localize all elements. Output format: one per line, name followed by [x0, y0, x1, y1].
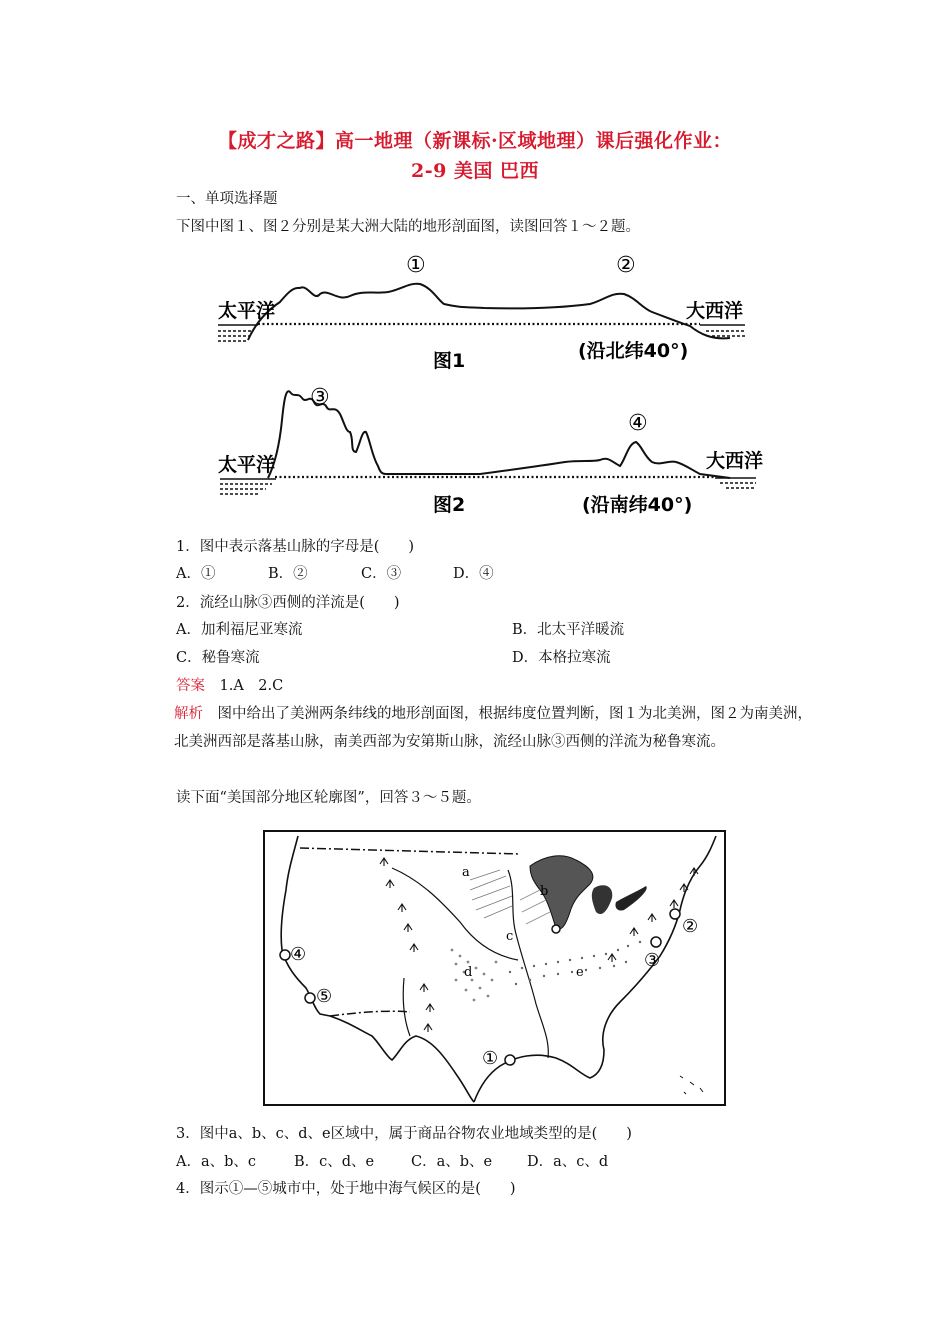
region-c-label: c [506, 929, 514, 944]
city-5-label: ⑤ [316, 986, 333, 1007]
fig2-label: 图2 [433, 494, 466, 516]
fig2-right-ocean: 大西洋 [706, 450, 764, 472]
question-3: 3．图中a、b、c、d、e区域中，属于商品谷物农业地域类型的是( ) [176, 1126, 632, 1142]
analysis-text: 图中给出了美洲两条纬线的地形剖面图，根据纬度位置判断，图１为北美洲，图２为南美洲，北美洲西部是落基山脉，南美西部为安第斯山脉，流经山脉③西侧的洋流为秘鲁寒流。 [174, 706, 812, 750]
fig2-mark-4: ④ [628, 411, 648, 436]
q3-option-d: D．a、c、d [527, 1154, 609, 1170]
q2-option-c: C．秘鲁寒流 [176, 650, 260, 666]
answer-text: 1.A 2.C [219, 678, 284, 694]
region-e-label: e [576, 965, 584, 980]
question-1: 1．图中表示落基山脉的字母是( ) [176, 539, 415, 555]
document-title-line2: 2-9 美国 巴西 [410, 160, 540, 182]
answer-label: 答案 [176, 678, 205, 694]
section-heading: 一、单项选择题 [176, 191, 278, 207]
q1-option-d: D．④ [453, 566, 494, 582]
region-b-label: b [540, 884, 549, 899]
fig2-mark-3: ③ [310, 385, 330, 410]
q3-option-a: A．a、b、c [176, 1154, 257, 1170]
fig1-caption: (沿北纬40°) [578, 340, 689, 362]
fig2-left-ocean: 太平洋 [218, 454, 276, 476]
city-1-label: ① [482, 1048, 499, 1069]
q3-option-b: B．c、d、e [294, 1154, 375, 1170]
fig1-mark-1: ① [406, 253, 426, 278]
fig1-label: 图1 [433, 350, 466, 372]
fig1-right-ocean: 大西洋 [686, 300, 744, 322]
region-a-label: a [462, 865, 470, 880]
q1-option-c: C．③ [361, 566, 402, 582]
fig1-mark-2: ② [616, 253, 636, 278]
intro-text-2: 读下面“美国部分地区轮廓图”，回答３～５题。 [176, 790, 481, 806]
region-d-label: d [464, 965, 473, 980]
q2-option-b: B．北太平洋暖流 [512, 622, 625, 638]
question-2: 2．流经山脉③西侧的洋流是( ) [176, 595, 400, 611]
q2-option-a: A．加利福尼亚寒流 [176, 622, 303, 638]
q2-option-d: D．本格拉寒流 [512, 650, 611, 666]
q1-option-b: B．② [268, 566, 308, 582]
question-4: 4．图示①—⑤城市中，处于地中海气候区的是( ) [176, 1181, 516, 1197]
city-4-label: ④ [290, 944, 307, 965]
fig2-caption: (沿南纬40°) [582, 494, 693, 516]
city-2-label: ② [682, 916, 699, 937]
city-3-label: ③ [644, 950, 661, 971]
q3-option-c: C．a、b、e [411, 1154, 493, 1170]
analysis-label: 解析 [174, 706, 203, 722]
intro-text-1: 下图中图１、图２分别是某大洲大陆的地形剖面图，读图回答１～２题。 [176, 219, 640, 235]
fig1-left-ocean: 太平洋 [218, 300, 276, 322]
q1-option-a: A．① [176, 566, 216, 582]
document-title-line1: 【成才之路】高一地理（新课标·区域地理）课后强化作业： [217, 130, 733, 152]
